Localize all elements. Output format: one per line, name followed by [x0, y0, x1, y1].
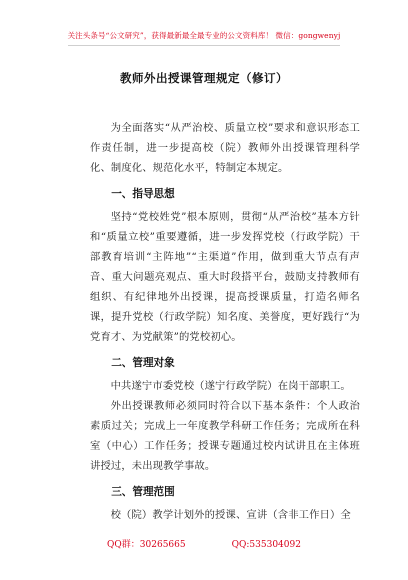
header-divider [68, 45, 340, 46]
section-paragraph: 坚持“党校姓党”根本原则，贯彻“从严治校”基本方针和“质量立校”重要遵循，进一步发挥党校（行政学院）干部教育培训“主阵地”“主渠道”作用，做到重大节点有声音、重大问题亮观点、重大时段搭平台，鼓励支持教师有组织、有纪律地外出授课，提高授课质量，打造名师名课，提升党校（行政学院）知名度、美誉度，更好践行“为党育才、为党献策”的党校初心。 [90, 211, 360, 343]
footer-qq-number: QQ:535304092 [231, 540, 301, 550]
intro-paragraph: 为全面落实“从严治校、质量立校”要求和意识形态工作责任制，进一步提高校（院）教师外出授课管理科学化、制度化、规范化水平，特制定本规定。 [90, 122, 360, 174]
section-heading: 二、管理对象 [111, 357, 175, 369]
section-paragraph: 校（院）教学计划外的授课、宣讲（含非工作日）全 [110, 509, 351, 521]
section-heading: 三、管理范围 [111, 486, 175, 498]
footer-contact [0, 537, 408, 550]
header-promo: 关注头条号“公文研究”，获得最新最全最专业的公文资料库！ 微信：gongwenyj [67, 31, 341, 40]
section-paragraph: 外出授课教师必须同时符合以下基本条件：个人政治素质过关；完成上一年度教学科研工作任务；完成所在科室（中心）工作任务；授课专题通过校内试讲且在主体班讲授过，未出现教学事故。 [90, 400, 360, 472]
document-title: 教师外出授课管理规定（修订） [120, 71, 288, 85]
footer-qq-group: QQ群：30265665 [107, 540, 186, 550]
section-heading: 一、指导思想 [111, 188, 175, 200]
section-paragraph: 中共遂宁市委党校（遂宁行政学院）在岗干部职工。 [110, 380, 351, 392]
document-body [90, 118, 360, 525]
